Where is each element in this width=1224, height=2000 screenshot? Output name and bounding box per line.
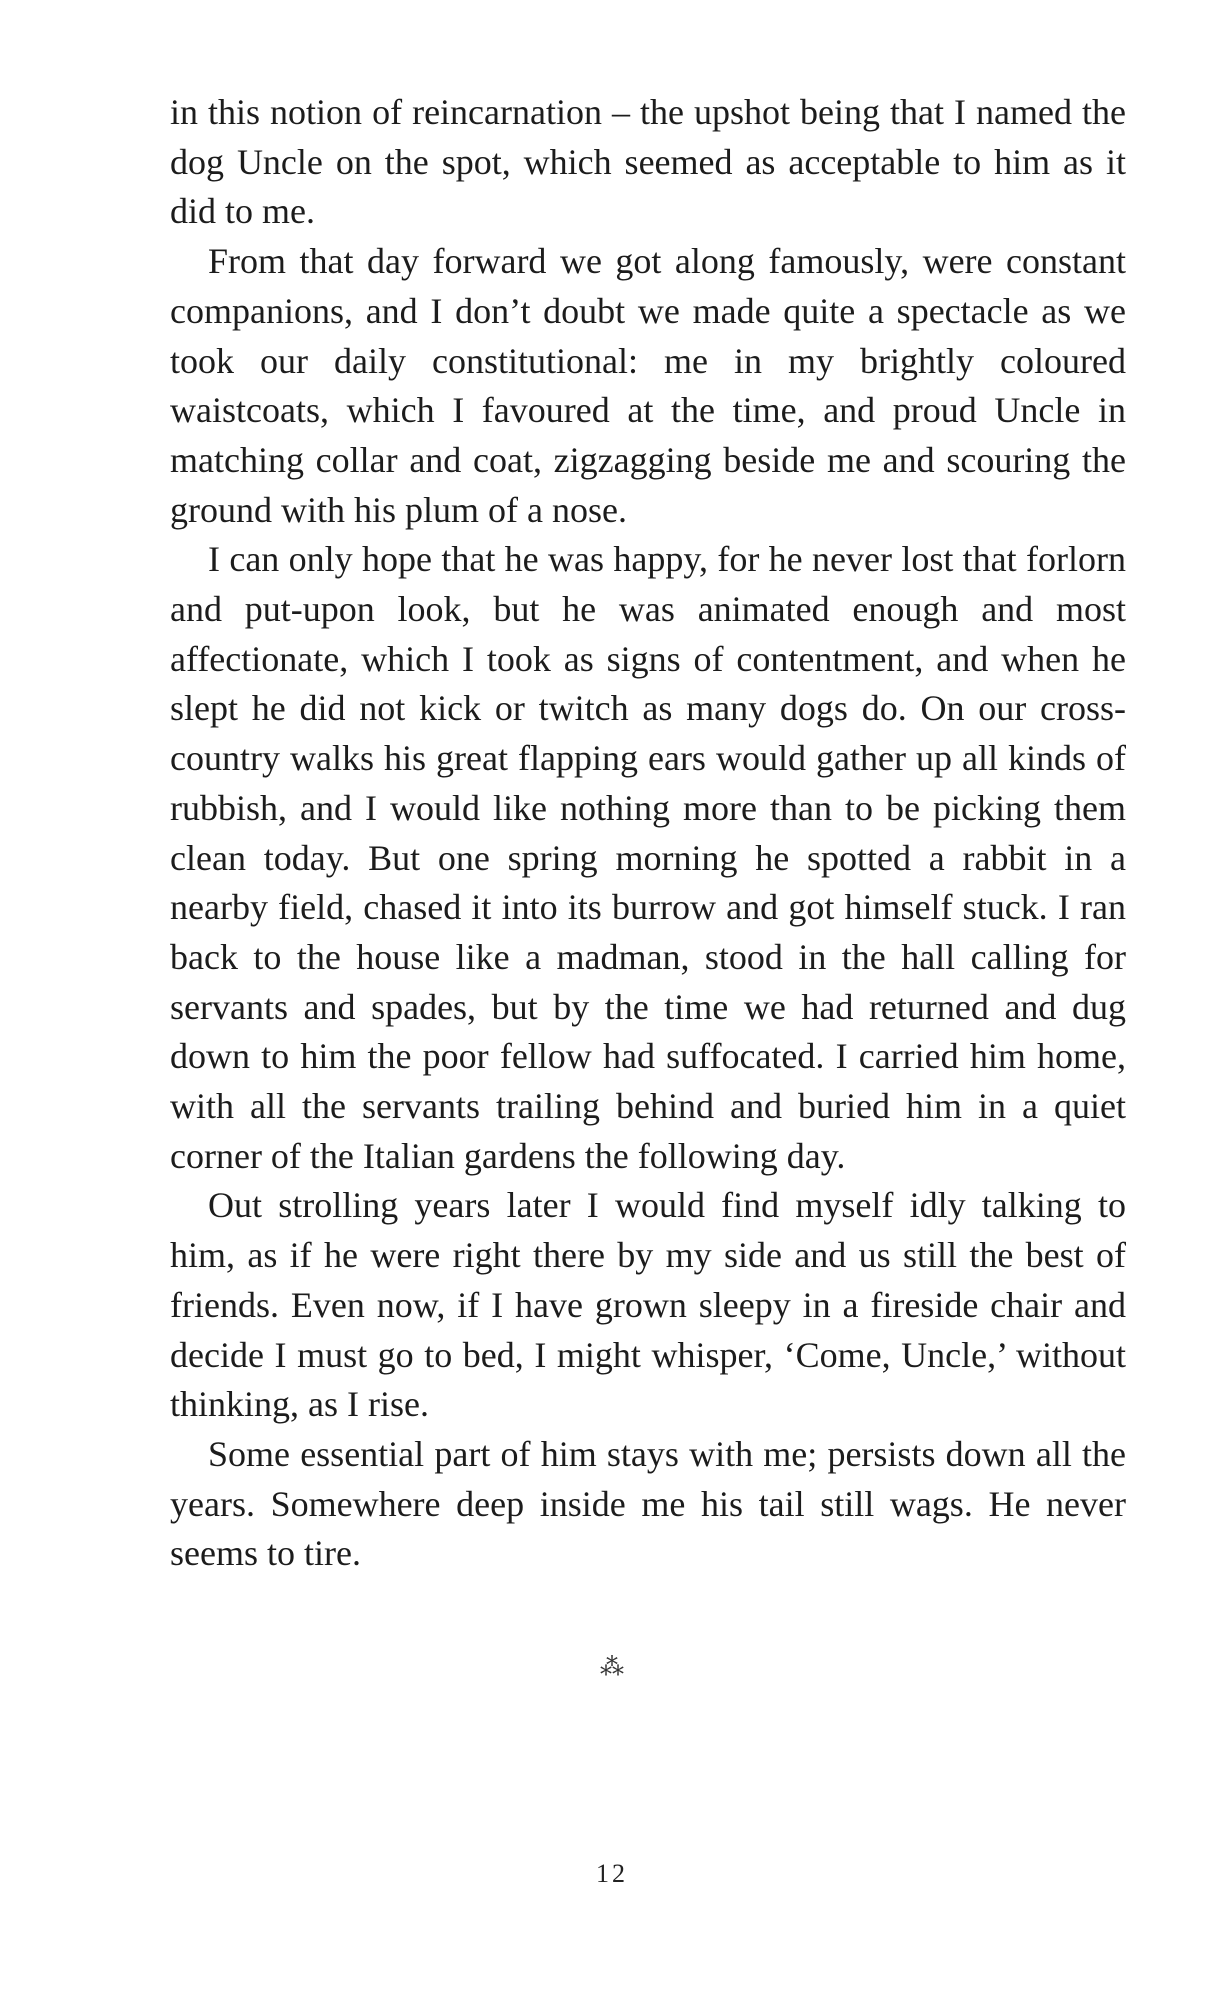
- paragraph-continuation: in this notion of reincarnation – the upshot being that I named the dog Uncle on the spot, which seemed as acceptable to him as it did to me.: [170, 92, 1126, 232]
- paragraph: Some essential part of him stays with me; persists down all the years. Somewhere deep inside me his tail still wags. He never seems to tire.: [170, 1433, 1126, 1574]
- body-text: [170, 88, 1126, 1579]
- paragraph: I can only hope that he was happy, for he never lost that forlorn and put-upon look, but he was animated enough and most affectionate, which I took as signs of contentment, and when he slept he did not kick or twitch as many dogs do. On our cross-country walks his great flapping ears would gather up all kinds of rubbish, and I would like nothing more than to be picking them clean today. But one spring morning he spotted a rabbit in a nearby field, chased it into its burrow and got himself stuck. I ran back to the house like a madman, stood in the hall calling for servants and spades, but by the time we had returned and dug down to him the poor fellow had suffocated. I carried him home, with all the servants trailing behind and buried him in a quiet corner of the Italian gardens the following day.: [170, 539, 1126, 1176]
- section-break-ornament: ⁂: [600, 1655, 624, 1681]
- page-number: 12: [596, 1859, 628, 1888]
- paragraph: Out strolling years later I would find myself idly talking to him, as if he were right there by my side and us still the best of friends. Even now, if I have grown sleepy in a fireside chair and decide I must go to bed, I might whisper, ‘Come, Uncle,’ without thinking, as I rise.: [170, 1185, 1126, 1425]
- paragraph: From that day forward we got along famously, were constant companions, and I don’t doubt we made quite a spectacle as we took our daily constitutional: me in my brightly coloured waistcoats, which I favoured at the time, and proud Uncle in matching collar and coat, zigzagging beside me and scouring the ground with his plum of a nose.: [170, 241, 1126, 530]
